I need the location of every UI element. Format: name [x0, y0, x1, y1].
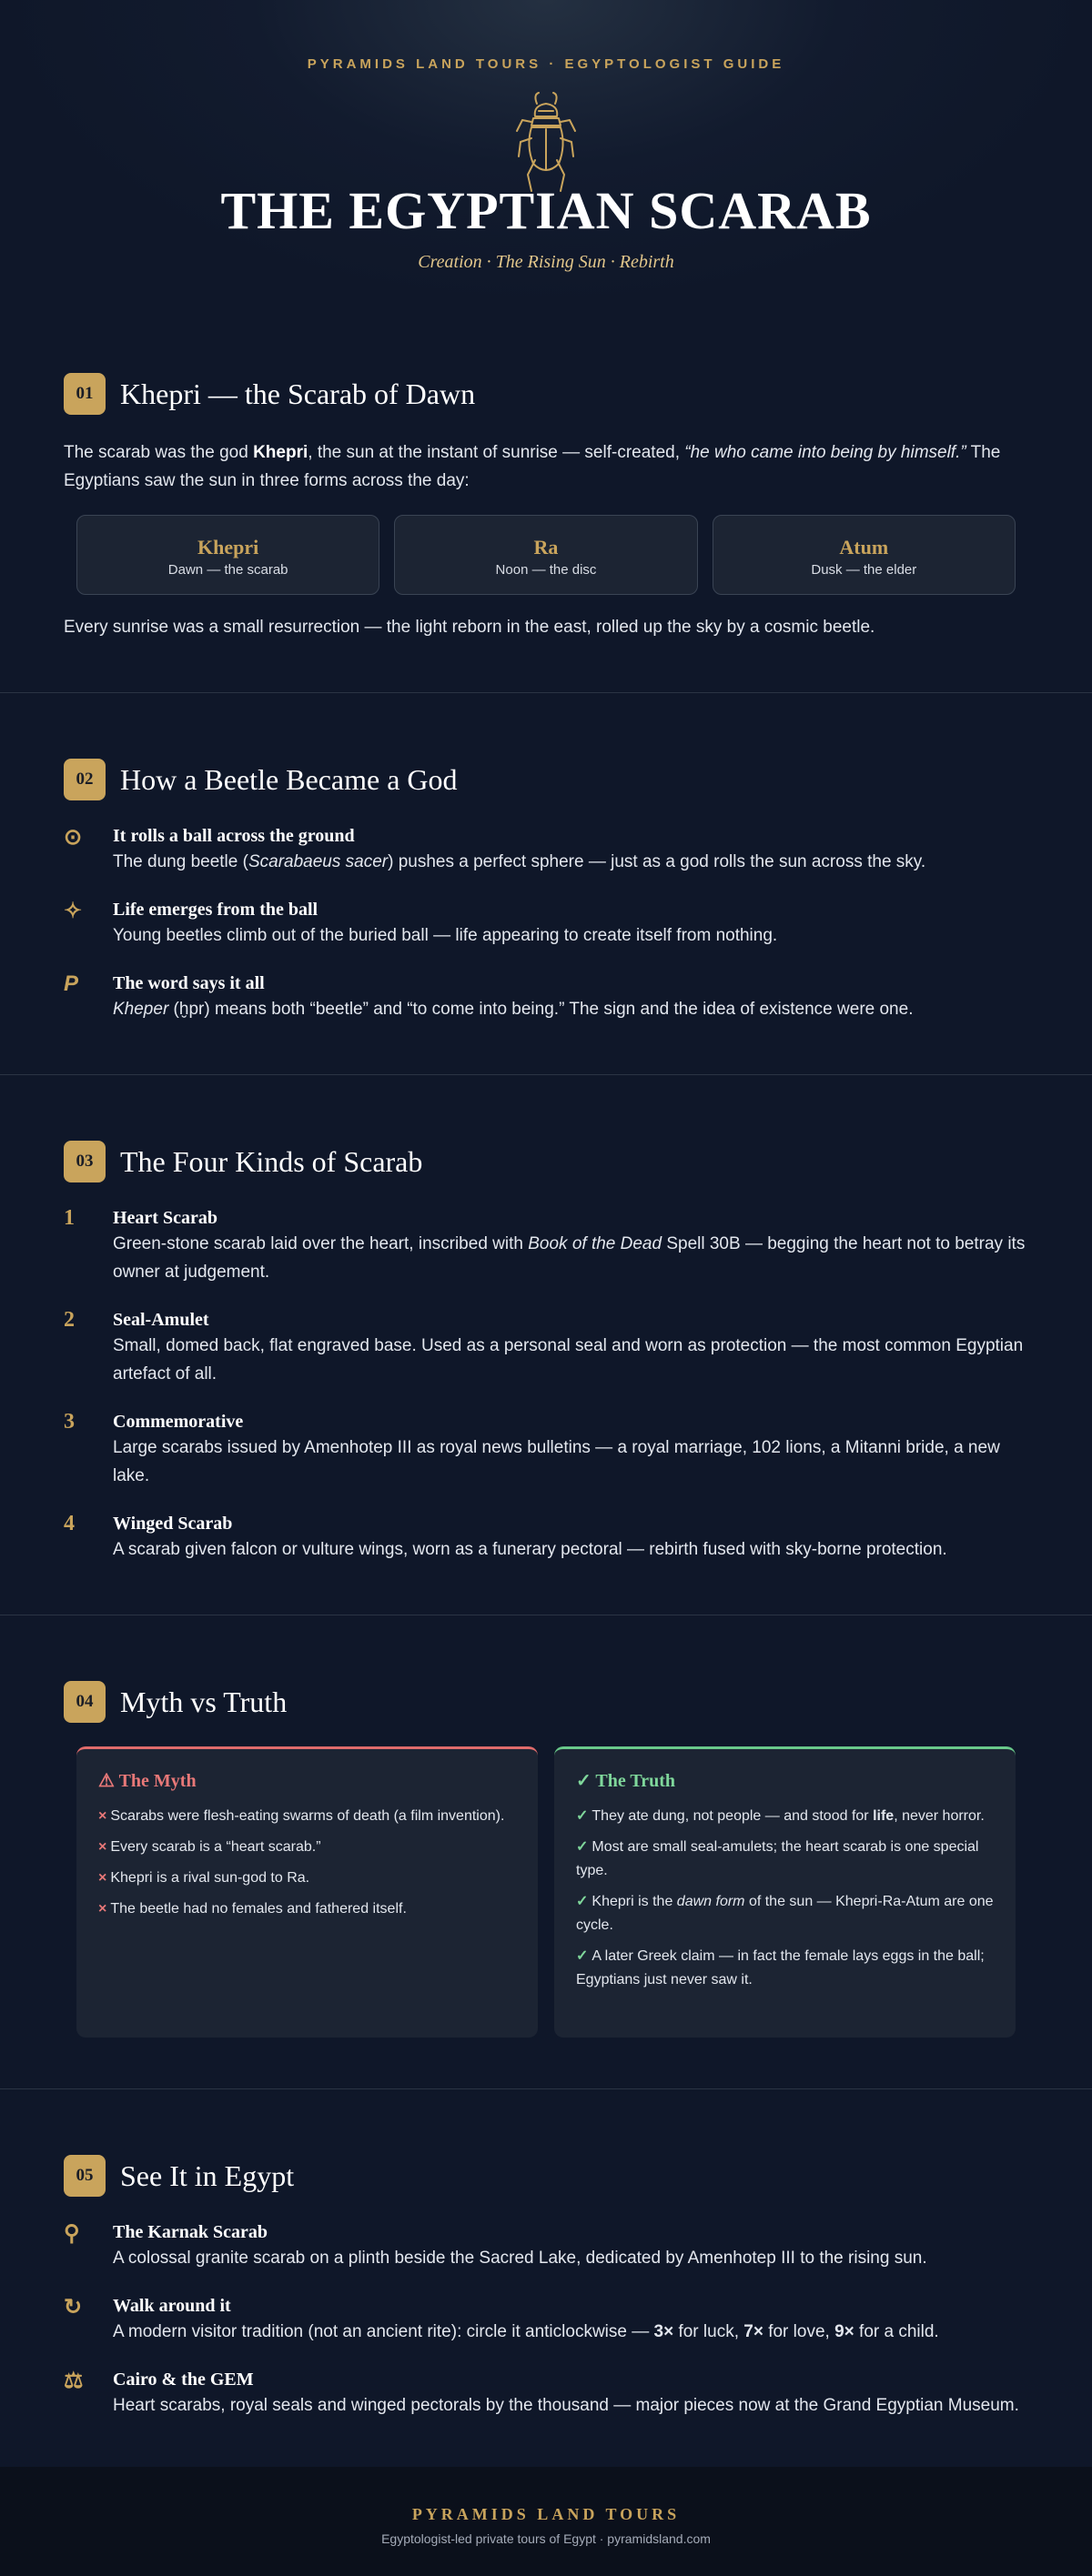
scales-icon: ⚖: [64, 2370, 84, 2393]
section-beetle-god: [0, 693, 1092, 1075]
page-footer: [0, 2467, 1092, 2576]
truth-item: ✓ Khepri is the dawn form of the sun — Khepri-Ra-Atum are one cycle.: [576, 1894, 994, 1933]
item-title: Winged Scarab: [113, 1514, 233, 1534]
section-title: See It in Egypt: [120, 2158, 295, 2192]
item-title: Seal-Amulet: [113, 1310, 209, 1330]
circle-arrow-icon: ↻: [64, 2296, 83, 2319]
check-icon: ✓: [576, 1948, 589, 1964]
sun-form-name: Khepri: [197, 536, 259, 558]
section-myth-vs-truth: [0, 1615, 1092, 2089]
item-text: A modern visitor tradition (not an ancient rite): circle it anticlockwise — 3× for luck, 7× for love, 9× for a child.: [113, 2322, 939, 2341]
sparkle-icon: ✧: [64, 900, 83, 923]
truth-item: ✓ They ate dung, not people — and stood for life, never horror.: [576, 1808, 985, 1824]
list-item: [64, 1206, 1028, 1286]
myth-card: [76, 1746, 538, 2038]
list-item: [64, 1410, 1028, 1490]
item-title: The word says it all: [113, 973, 265, 993]
sun-form-card: [394, 515, 697, 595]
sun-form-card: [713, 515, 1016, 595]
section-title: Myth vs Truth: [120, 1685, 288, 1718]
item-text: Green-stone scarab laid over the heart, inscribed with Book of the Dead Spell 30B — begging the heart not to betray its owner at judgement.: [113, 1234, 1026, 1282]
item-text: The dung beetle (Scarabaeus sacer) pushes a perfect sphere — just as a god rolls the sun across the sky.: [113, 852, 926, 871]
section-title: The Four Kinds of Scarab: [120, 1144, 423, 1178]
intro-paragraph: The scarab was the god Khepri, the sun at the instant of sunrise — self-created, “he who came into being by himself.” The Egyptians saw the sun in three forms across the day:: [64, 443, 1001, 490]
section-see-it: [0, 2089, 1092, 2467]
list-item: [64, 824, 1028, 876]
check-icon: ✓: [576, 1839, 589, 1855]
item-title: Cairo & the GEM: [113, 2370, 254, 2390]
item-number: 2: [64, 1308, 75, 1332]
section-khepri: [0, 307, 1092, 693]
item-text: Large scarabs issued by Amenhotep III as royal news bulletins — a royal marriage, 102 lions, a Mitanni bride, a new lake.: [113, 1438, 1000, 1485]
list-item: [64, 1512, 1028, 1564]
myth-item: × The beetle had no females and fathered itself.: [98, 1901, 407, 1917]
myth-heading: ⚠ The Myth: [98, 1771, 197, 1791]
page-title: THE EGYPTIAN SCARAB: [220, 181, 872, 240]
truth-card: [554, 1746, 1016, 2038]
list-item: [64, 1308, 1028, 1388]
item-text: A colossal granite scarab on a plinth beside the Sacred Lake, dedicated by Amenhotep III to the rising sun.: [113, 2249, 927, 2268]
cross-icon: ×: [98, 1870, 107, 1886]
item-title: Heart Scarab: [113, 1208, 217, 1228]
item-title: Walk around it: [113, 2296, 231, 2316]
truth-heading: ✓ The Truth: [576, 1771, 676, 1791]
item-title: Life emerges from the ball: [113, 900, 318, 920]
sun-form-desc: Noon — the disc: [495, 562, 597, 578]
item-title: It rolls a ball across the ground: [113, 826, 355, 846]
footer-brand: PYRAMIDS LAND TOURS: [411, 2505, 681, 2523]
cross-icon: ×: [98, 1808, 107, 1824]
sun-form-card: [76, 515, 379, 595]
list-item: [64, 898, 1028, 950]
truth-item: ✓ A later Greek claim — in fact the female lays eggs in the ball; Egyptians just never saw it.: [576, 1948, 985, 1987]
check-icon: ✓: [576, 1894, 589, 1909]
location-pin-icon: ⚲: [64, 2222, 80, 2246]
letter-p-icon: P: [64, 971, 79, 996]
sun-form-desc: Dawn — the scarab: [167, 562, 288, 578]
item-title: The Karnak Scarab: [113, 2222, 268, 2242]
section-number-badge: 03: [64, 1141, 106, 1182]
sun-forms-row: [76, 515, 1016, 595]
item-number: 3: [64, 1410, 75, 1434]
truth-item: ✓ Most are small seal-amulets; the heart scarab is one special type.: [576, 1839, 979, 1878]
section-number-badge: 04: [64, 1681, 106, 1723]
list-item: [64, 2220, 1028, 2272]
list-item: [64, 2368, 1028, 2420]
item-text: Heart scarabs, royal seals and winged pectorals by the thousand — major pieces now at the Grand Egyptian Museum.: [113, 2396, 1019, 2415]
cross-icon: ×: [98, 1839, 107, 1855]
section-number-badge: 02: [64, 759, 106, 800]
footer-tagline: Egyptologist-led private tours of Egypt · pyramidsland.com: [381, 2531, 711, 2546]
hero-header: [0, 0, 1092, 307]
sun-form-name: Atum: [839, 536, 889, 558]
section-title: Khepri — the Scarab of Dawn: [120, 377, 476, 410]
sun-form-desc: Dusk — the elder: [811, 562, 917, 578]
item-text: A scarab given falcon or vulture wings, worn as a funerary pectoral — rebirth fused with sky-borne protection.: [113, 1540, 947, 1559]
hero-subtitle: Creation · The Rising Sun · Rebirth: [418, 252, 674, 272]
section-number-badge: 01: [64, 373, 106, 415]
myth-item: × Scarabs were flesh-eating swarms of death (a film invention).: [98, 1808, 505, 1824]
list-item: [64, 2294, 1028, 2346]
item-text: Young beetles climb out of the buried ball — life appearing to create itself from nothing.: [113, 926, 778, 945]
item-number: 1: [64, 1206, 75, 1230]
myth-item: × Khepri is a rival sun-god to Ra.: [98, 1870, 310, 1886]
item-text: Small, domed back, flat engraved base. Used as a personal seal and worn as protection — the most common Egyptian artefact of all.: [113, 1336, 1024, 1384]
section-title: How a Beetle Became a God: [120, 762, 458, 796]
item-title: Commemorative: [113, 1412, 244, 1432]
cross-icon: ×: [98, 1901, 107, 1917]
hero-eyebrow: PYRAMIDS LAND TOURS · EGYPTOLOGIST GUIDE: [307, 56, 785, 72]
sun-disc-icon: ⊙: [64, 826, 83, 850]
sun-form-name: Ra: [533, 536, 559, 558]
item-text: Kheper (ḫpr) means both “beetle” and “to come into being.” The sign and the idea of existence were one.: [113, 1000, 914, 1019]
section-four-kinds: [0, 1075, 1092, 1615]
section-number-badge: 05: [64, 2155, 106, 2197]
myth-item: × Every scarab is a “heart scarab.”: [98, 1839, 321, 1855]
item-number: 4: [64, 1512, 75, 1535]
check-icon: ✓: [576, 1808, 589, 1824]
closing-paragraph: Every sunrise was a small resurrection — the light reborn in the east, rolled up the sky by a cosmic beetle.: [64, 618, 875, 637]
list-item: [64, 971, 1028, 1023]
